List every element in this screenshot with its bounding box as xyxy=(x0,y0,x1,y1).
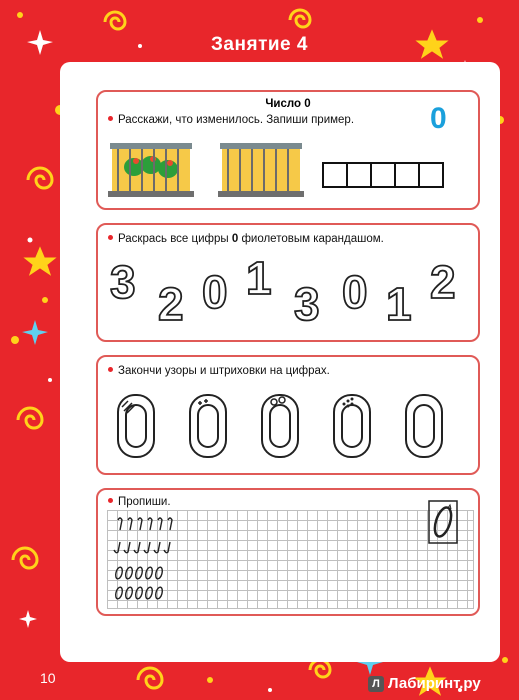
outline-digit[interactable]: 1 xyxy=(246,252,272,304)
answer-cell[interactable] xyxy=(418,162,444,188)
outline-digit[interactable]: 2 xyxy=(158,278,184,330)
answer-cell[interactable] xyxy=(394,162,420,188)
watermark-logo: Л Лабиринт.ру xyxy=(368,675,481,692)
task-1-instruction xyxy=(108,114,354,126)
answer-cell[interactable] xyxy=(322,162,348,188)
outline-digit[interactable]: 3 xyxy=(110,256,136,308)
handwriting-samples xyxy=(112,512,192,604)
task-4-instruction: Пропиши. xyxy=(108,496,171,508)
task-card-3 xyxy=(96,355,480,475)
empty-cage-icon xyxy=(216,137,306,199)
task-3-instruction: Закончи узоры и штриховки на цифрах. xyxy=(108,365,330,377)
page-number: 10 xyxy=(40,670,56,686)
outline-digit[interactable]: 2 xyxy=(430,256,456,308)
bullet-icon xyxy=(108,367,113,372)
big-zero-digit: 0 xyxy=(430,102,447,135)
handwritten-zero-model-icon xyxy=(428,500,458,544)
task-2-instruction: Раскрась все цифры 0 фиолетовым карандашом. xyxy=(108,233,384,245)
cage-with-parrots-icon xyxy=(106,137,196,199)
outline-digit[interactable]: 0 xyxy=(202,266,228,318)
bullet-icon xyxy=(108,116,113,121)
outline-digit[interactable]: 3 xyxy=(294,278,320,330)
task-card-2 xyxy=(96,223,480,342)
bullet-icon xyxy=(108,235,113,240)
task-1-text: Расскажи, что изменилось. Запиши пример. xyxy=(118,114,355,126)
answer-cells[interactable] xyxy=(324,162,444,188)
pattern-zeros xyxy=(112,393,472,463)
answer-cell[interactable] xyxy=(370,162,396,188)
task-card-1 xyxy=(96,90,480,210)
outline-digit[interactable]: 1 xyxy=(386,278,412,330)
outline-digit[interactable]: 0 xyxy=(342,266,368,318)
task-1-heading: Число 0 xyxy=(265,98,311,110)
logo-badge: Л xyxy=(368,676,384,692)
bullet-icon xyxy=(108,498,113,503)
answer-cell[interactable] xyxy=(346,162,372,188)
lesson-title: Занятие 4 xyxy=(211,34,308,55)
